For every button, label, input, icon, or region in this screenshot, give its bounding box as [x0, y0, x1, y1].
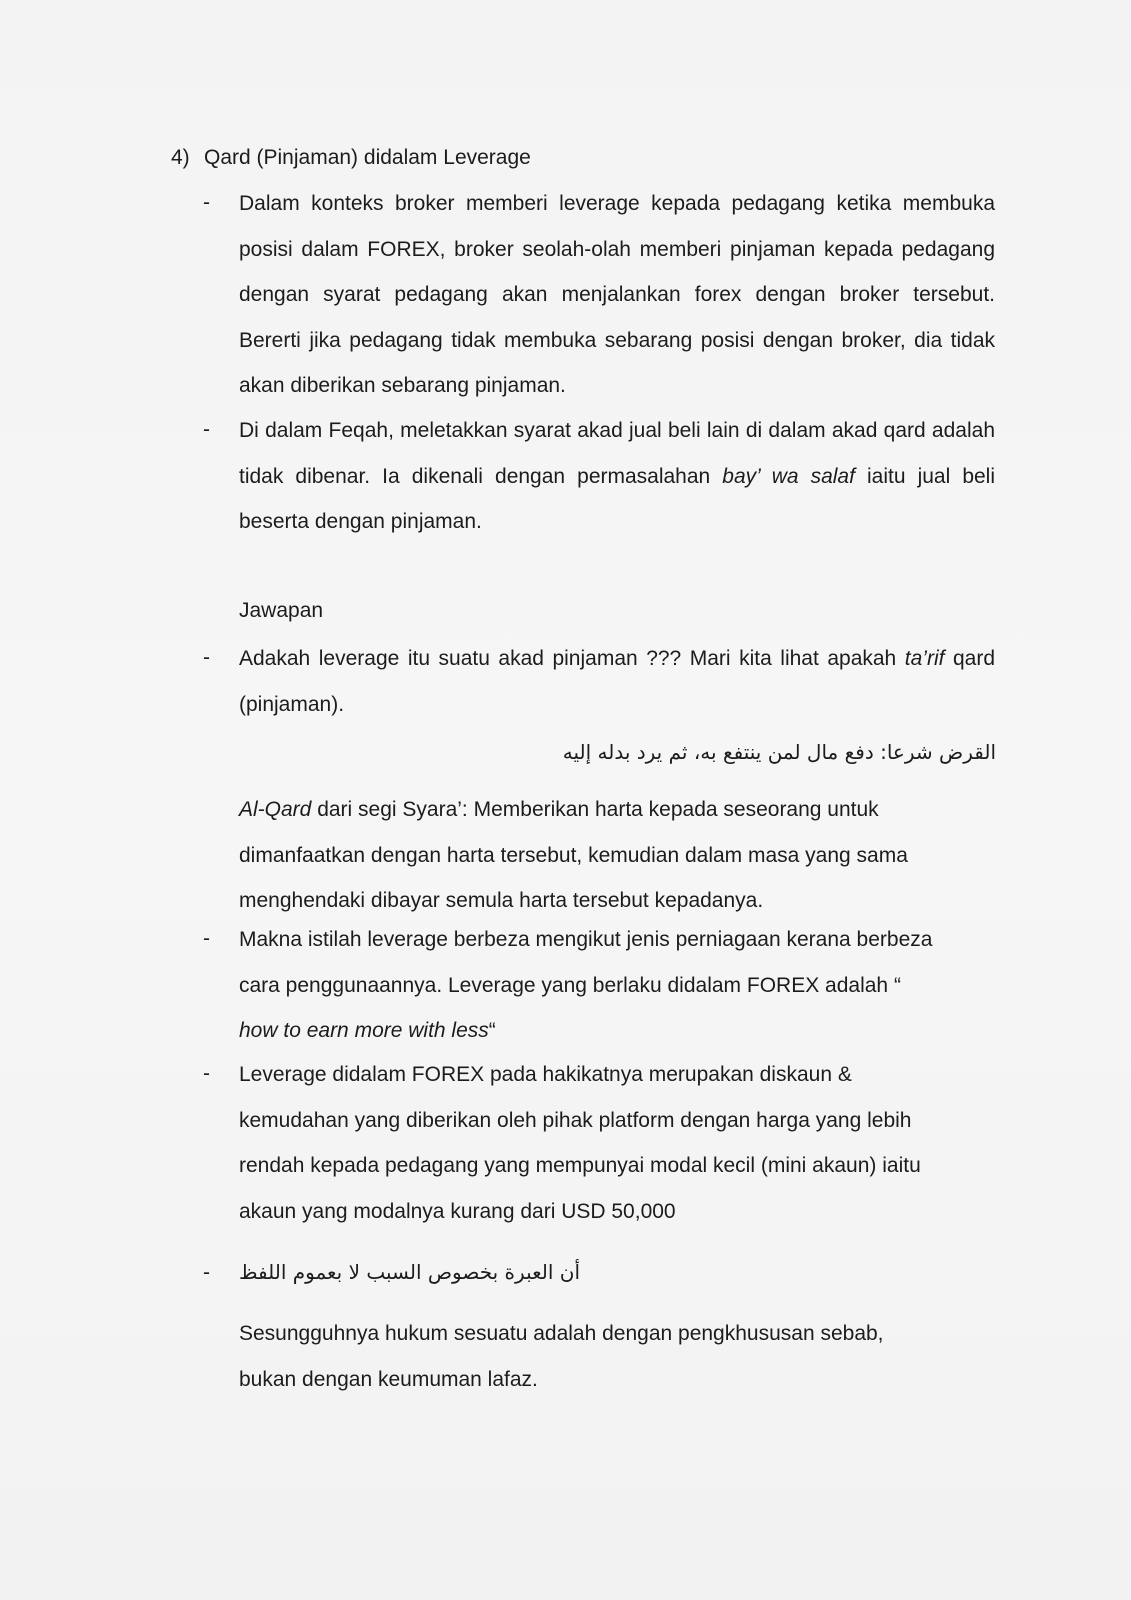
question-text-end: qard (pinjaman).	[239, 647, 996, 716]
feqah-italic-term: bay’ wa salaf	[722, 464, 855, 488]
arabic-definition: القرض شرعا: دفع مال لمن ينتفع به، ثم يرد بدله إليه	[562, 740, 996, 764]
paragraph-question-tarif	[239, 636, 995, 727]
leverage-forex-line-2: kemudahan yang diberikan oleh pihak platform dengan harga yang lebih	[239, 1108, 912, 1132]
leverage-meaning-line-2: cara penggunaannya. Leverage yang berlaku didalam FOREX adalah “	[239, 973, 901, 997]
section-number: 4)	[171, 146, 190, 169]
leverage-italic-phrase: how to earn more with less	[239, 1019, 489, 1042]
leverage-forex-line-4: akaun yang modalnya kurang dari USD 50,000	[239, 1199, 676, 1223]
alqard-italic-term: Al-Qard	[239, 798, 312, 821]
bullet-dash: -	[203, 191, 210, 214]
bullet-dash: -	[203, 1062, 210, 1085]
paragraph-feqah	[239, 408, 995, 545]
paragraph-leverage-meaning	[239, 917, 995, 1054]
jawapan-heading: Jawapan	[239, 599, 324, 622]
leverage-quote-close: “	[488, 1019, 496, 1042]
leverage-meaning-line-3	[239, 1008, 995, 1054]
paragraph-conclusion	[239, 1311, 995, 1402]
tarif-italic-term: ta’rif	[904, 647, 945, 670]
leverage-forex-line-3: rendah kepada pedagang yang mempunyai modal kecil (mini akaun) iaitu	[239, 1154, 921, 1177]
leverage-forex-line-1: Leverage didalam FOREX pada hakikatnya merupakan diskaun &	[239, 1063, 852, 1086]
question-text-start: Adakah leverage itu suatu akad pinjaman ??? Mari kita lihat apakah	[239, 647, 905, 670]
bullet-dash: -	[203, 646, 210, 669]
feqah-text-end: iaitu jual beli beserta dengan pinjaman.	[239, 464, 996, 533]
bullet-dash: -	[203, 927, 210, 950]
conclusion-line-2: bukan dengan keumuman lafaz.	[239, 1367, 538, 1391]
section-heading	[171, 143, 531, 173]
leverage-meaning-line-1: Makna istilah leverage berbeza mengikut jenis perniagaan kerana berbeza	[239, 928, 933, 951]
bullet-dash: -	[203, 418, 210, 441]
alqard-definition-text: dari segi Syara’: Memberikan harta kepada seseorang untuk dimanfaatkan dengan harta tersebut, kemudian dalam masa yang sama menghendaki dibayar semula harta tersebut kepadanya.	[239, 798, 908, 912]
paragraph-broker-leverage: Dalam konteks broker memberi leverage kepada pedagang ketika membuka posisi dalam FOREX, broker seolah-olah memberi pinjaman kepada pedagang dengan syarat pedagang akan menjalankan forex dengan broker tersebut. Bererti jika pedagang tidak membuka sebarang posisi dengan broker, dia tidak akan diberikan sebarang pinjaman.	[239, 192, 995, 397]
paragraph-leverage-forex	[239, 1052, 995, 1234]
arabic-maxim: أن العبرة بخصوص السبب لا بعموم اللفظ	[239, 1260, 581, 1284]
paragraph-alqard-definition	[239, 787, 979, 924]
conclusion-line-1: Sesungguhnya hukum sesuatu adalah dengan pengkhususan sebab,	[239, 1322, 884, 1345]
section-title: Qard (Pinjaman) didalam Leverage	[204, 146, 531, 169]
bullet-dash: -	[203, 1261, 210, 1284]
feqah-text-start: Di dalam Feqah, meletakkan syarat akad jual beli lain di dalam akad qard adalah tidak dibenar. Ia dikenali dengan permasalahan	[239, 419, 995, 488]
